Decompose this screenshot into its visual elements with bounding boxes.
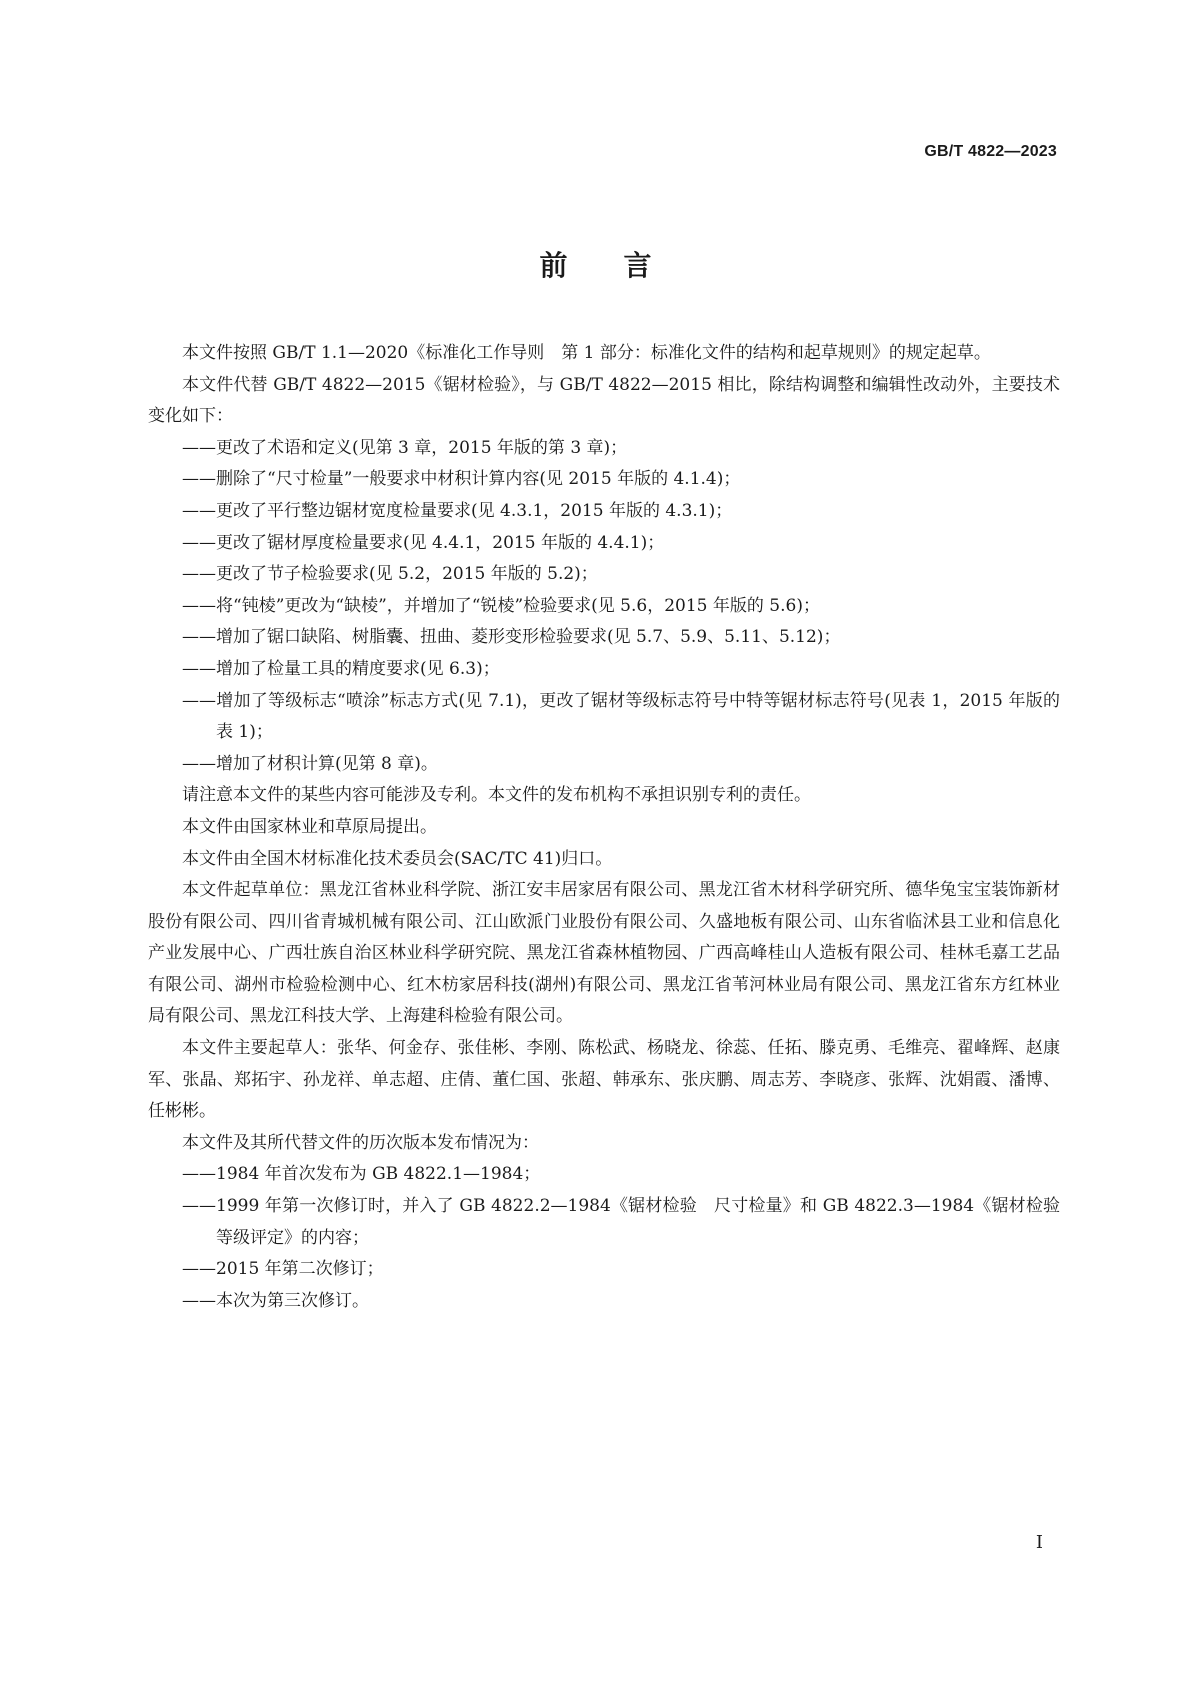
paragraph: 本文件按照 GB/T 1.1—2020《标准化工作导则 第 1 部分：标准化文件的结构和起草规则》的规定起草。	[182, 343, 991, 363]
list-item: ——增加了锯口缺陷、树脂囊、扭曲、菱形变形检验要求(见 5.7、5.9、5.11、5.12)；	[182, 627, 841, 648]
list-item: ——2015 年第二次修订；	[182, 1259, 384, 1280]
list-item: ——1999 年第一次修订时，并入了 GB 4822.2—1984《锯材检验 尺寸检量》和 GB 4822.3—1984《锯材检验 等级评定》的内容；	[182, 1196, 1077, 1248]
list-item: ——将“钝棱”更改为“缺棱”，并增加了“锐棱”检验要求(见 5.6，2015 年版的 5.6)；	[182, 595, 820, 616]
list-item: ——1984 年首次发布为 GB 4822.1—1984；	[182, 1164, 541, 1185]
paragraph: 本文件及其所代替文件的历次版本发布情况为：	[182, 1132, 539, 1153]
document-code: GB/T 4822—2023	[924, 143, 1057, 160]
paragraph: 本文件主要起草人：张华、何金存、张佳彬、李刚、陈松武、杨晓龙、徐蕊、任拓、滕克勇、毛维亮、翟峰辉、赵康军、张晶、郑拓宇、孙龙祥、单志超、庄倩、董仁国、张超、韩承东、张庆鹏、周志芳、李晓彦、张辉、沈娟霞、潘博、任彬彬。	[148, 1038, 1060, 1122]
paragraph: 请注意本文件的某些内容可能涉及专利。本文件的发布机构不承担识别专利的责任。	[182, 785, 811, 806]
page-number: I	[1035, 1532, 1043, 1553]
list-item: ——更改了锯材厚度检量要求(见 4.4.1，2015 年版的 4.4.1)；	[182, 532, 665, 553]
list-item: ——更改了节子检验要求(见 5.2，2015 年版的 5.2)；	[182, 564, 598, 585]
list-item: ——更改了术语和定义(见第 3 章，2015 年版的第 3 章)；	[182, 437, 628, 458]
list-item: ——本次为第三次修订。	[182, 1290, 369, 1311]
paragraph: 本文件代替 GB/T 4822—2015《锯材检验》，与 GB/T 4822—2015 相比，除结构调整和编辑性改动外，主要技术变化如下：	[148, 374, 1060, 427]
paragraph: 本文件由全国木材标准化技术委员会(SAC/TC 41)归口。	[182, 848, 613, 869]
page-title: 前言	[539, 249, 708, 282]
list-item: ——删除了“尺寸检量”一般要求中材积计算内容(见 2015 年版的 4.1.4)；	[182, 469, 741, 490]
list-item: ——增加了检量工具的精度要求(见 6.3)；	[182, 658, 500, 679]
list-item: ——增加了材积计算(见第 8 章)。	[182, 753, 438, 774]
foreword-body	[148, 338, 1077, 1317]
paragraph: 本文件由国家林业和草原局提出。	[182, 816, 437, 837]
paragraph: 本文件起草单位：黑龙江省林业科学院、浙江安丰居家居有限公司、黑龙江省木材科学研究所、德华兔宝宝装饰新材股份有限公司、四川省青城机械有限公司、江山欧派门业股份有限公司、久盛地板有限公司、山东省临沭县工业和信息化产业发展中心、广西壮族自治区林业科学研究院、黑龙江省森林植物园、广西高峰桂山人造板有限公司、桂林毛嘉工艺品有限公司、湖州市检验检测中心、红木枋家居科技(湖州)有限公司、黑龙江省苇河林业局有限公司、黑龙江省东方红林业局有限公司、黑龙江科技大学、上海建科检验有限公司。	[148, 880, 1060, 1027]
list-item: ——更改了平行整边锯材宽度检量要求(见 4.3.1，2015 年版的 4.3.1)；	[182, 500, 733, 521]
list-item: ——增加了等级标志“喷涂”标志方式(见 7.1)，更改了锯材等级标志符号中特等锯材标志符号(见表 1，2015 年版的表 1)；	[182, 690, 1060, 743]
